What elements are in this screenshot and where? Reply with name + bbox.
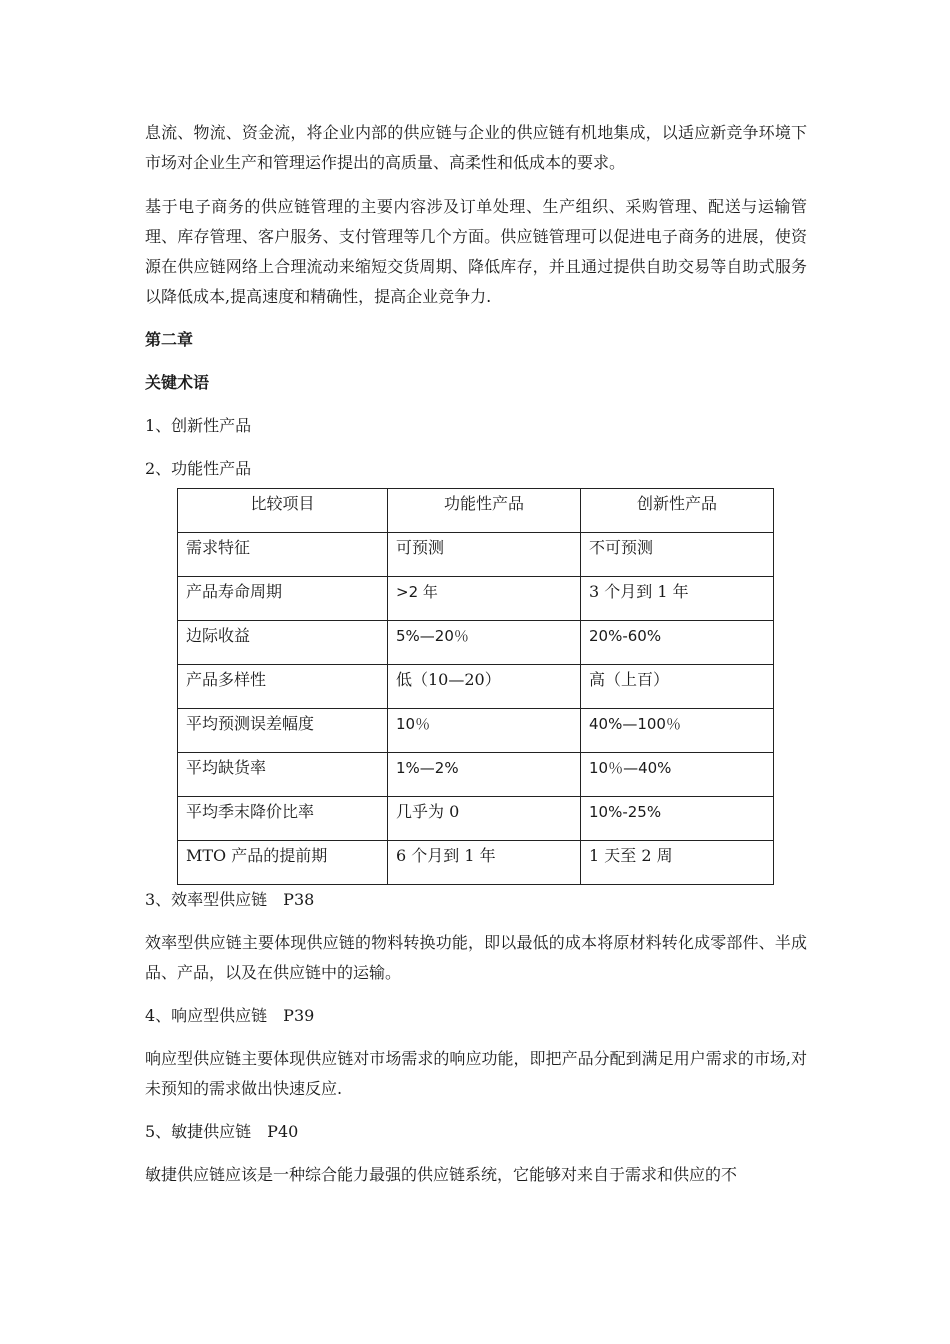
table-header-row: [178, 489, 774, 533]
table-cell: 40%—100％: [581, 709, 774, 753]
comparison-table: [177, 488, 774, 885]
table-cell: 10％—40%: [581, 753, 774, 797]
table-cell: 几乎为 0: [388, 797, 581, 841]
table-cell: MTO 产品的提前期: [178, 841, 388, 885]
table-cell: 产品寿命周期: [178, 577, 388, 621]
term-item-2: 2、功能性产品: [145, 459, 252, 478]
paragraph-ecommerce-scm: 基于电子商务的供应链管理的主要内容涉及订单处理、生产组织、采购管理、配送与运输管理、库存管理、客户服务、支付管理等几个方面。供应链管理可以促进电子商务的进展，使资源在供应链网络上合理流动来缩短交货周期、降低库存，并且通过提供自助交易等自助式服务以降低成本,提高速度和精确性，提高企业竞争力.: [145, 197, 807, 306]
table-cell: 需求特征: [178, 533, 388, 577]
paragraph-intro-continued: 息流、物流、资金流，将企业内部的供应链与企业的供应链有机地集成，以适应新竞争环境下市场对企业生产和管理运作提出的高质量、高柔性和低成本的要求。: [145, 123, 807, 172]
table-cell: 10%-25%: [581, 797, 774, 841]
term-item-5-description: 敏捷供应链应该是一种综合能力最强的供应链系统，它能够对来自于需求和供应的不: [145, 1165, 738, 1184]
table-header-cell: 比较项目: [178, 489, 388, 533]
table-row: [178, 709, 774, 753]
table-cell: 10％: [388, 709, 581, 753]
table-cell: 5%—20％: [388, 621, 581, 665]
document-body: [145, 118, 807, 1190]
table-row: [178, 753, 774, 797]
table-row: [178, 577, 774, 621]
term-item-4: 4、响应型供应链 P39: [145, 1006, 315, 1025]
table-cell: 6 个月到 1 年: [388, 841, 581, 885]
table-cell: 不可预测: [581, 533, 774, 577]
table-row: [178, 797, 774, 841]
term-item-5: 5、敏捷供应链 P40: [145, 1122, 299, 1141]
table-cell: >2 年: [388, 577, 581, 621]
table-cell: 产品多样性: [178, 665, 388, 709]
chapter-heading: 第二章: [145, 330, 194, 349]
section-heading: 关键术语: [145, 373, 210, 392]
table-cell: 1 天至 2 周: [581, 841, 774, 885]
table-row: [178, 533, 774, 577]
table-cell: 平均预测误差幅度: [178, 709, 388, 753]
table-cell: 低（10—20）: [388, 665, 581, 709]
table-cell: 平均缺货率: [178, 753, 388, 797]
table-cell: 边际收益: [178, 621, 388, 665]
table-cell: 平均季末降价比率: [178, 797, 388, 841]
table-row: [178, 841, 774, 885]
table-cell: 可预测: [388, 533, 581, 577]
table-cell: 1%—2%: [388, 753, 581, 797]
term-item-4-description: 响应型供应链主要体现供应链对市场需求的响应功能，即把产品分配到满足用户需求的市场,对未预知的需求做出快速反应.: [145, 1049, 807, 1098]
table-cell: 20%-60%: [581, 621, 774, 665]
term-item-3: 3、效率型供应链 P38: [145, 890, 315, 909]
table-cell: 3 个月到 1 年: [581, 577, 774, 621]
table-header-cell: 功能性产品: [388, 489, 581, 533]
term-item-1: 1、创新性产品: [145, 416, 252, 435]
table-row: [178, 621, 774, 665]
term-item-3-description: 效率型供应链主要体现供应链的物料转换功能，即以最低的成本将原材料转化成零部件、半成品、产品，以及在供应链中的运输。: [145, 933, 807, 982]
table-cell: 高（上百）: [581, 665, 774, 709]
table-header-cell: 创新性产品: [581, 489, 774, 533]
table-row: [178, 665, 774, 709]
